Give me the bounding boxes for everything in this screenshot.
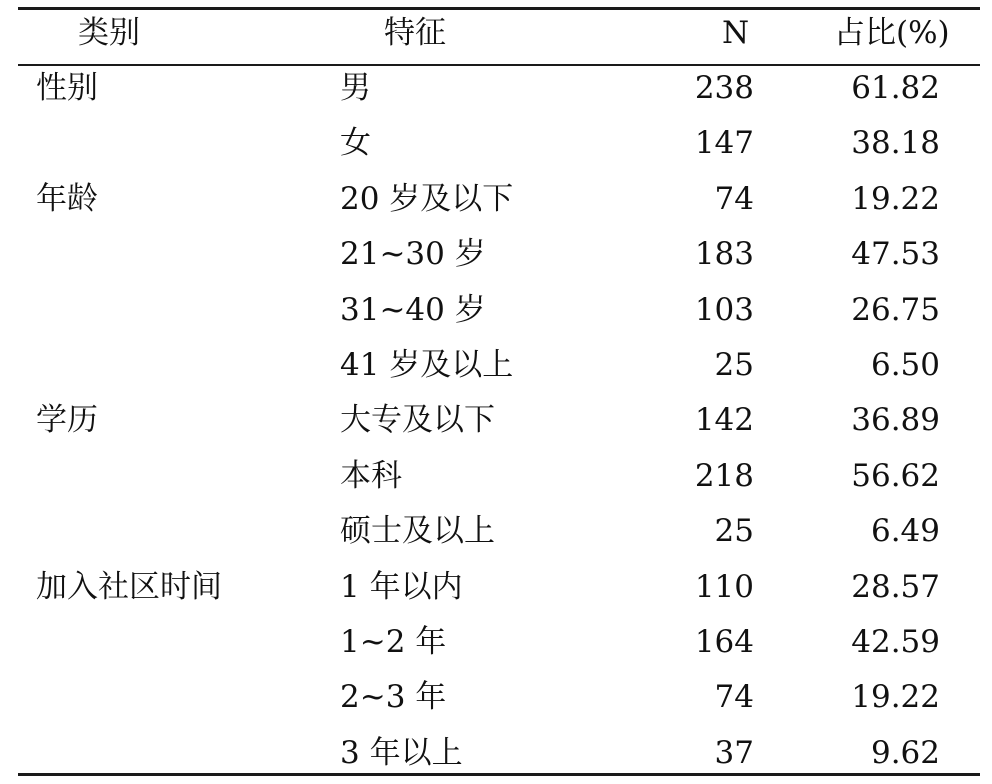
row-feature: 2~3 年 (340, 679, 447, 715)
table-bottom-rule (18, 773, 980, 776)
row-percent: 61.82 (851, 70, 940, 106)
row-percent: 36.89 (851, 402, 940, 438)
row-n: 238 (694, 70, 754, 106)
row-n: 37 (714, 735, 754, 771)
header-n: N (722, 15, 750, 51)
row-percent: 9.62 (870, 735, 940, 771)
row-feature: 男 (340, 70, 371, 106)
row-n: 74 (714, 679, 754, 715)
row-n: 103 (694, 292, 754, 328)
row-feature: 41 岁及以上 (340, 347, 514, 383)
row-percent: 42.59 (851, 624, 940, 660)
row-feature: 硕士及以上 (340, 513, 495, 549)
row-feature: 女 (340, 125, 371, 161)
row-n: 147 (694, 125, 754, 161)
row-n: 110 (694, 569, 754, 605)
row-n: 25 (714, 347, 754, 383)
row-n: 25 (714, 513, 754, 549)
row-percent: 6.49 (870, 513, 940, 549)
row-percent: 56.62 (851, 458, 940, 494)
row-category: 加入社区时间 (36, 569, 222, 605)
row-category: 性别 (36, 70, 98, 106)
table-top-rule (18, 7, 980, 10)
row-n: 142 (694, 402, 754, 438)
header-feature: 特征 (384, 15, 446, 51)
row-feature: 21~30 岁 (340, 236, 486, 272)
row-feature: 31~40 岁 (340, 292, 486, 328)
row-percent: 47.53 (851, 236, 940, 272)
row-category: 学历 (36, 402, 98, 438)
row-percent: 26.75 (851, 292, 940, 328)
row-n: 218 (694, 458, 754, 494)
row-feature: 1 年以内 (340, 569, 463, 605)
header-percent: 占比(%) (834, 15, 950, 51)
row-percent: 6.50 (870, 347, 940, 383)
row-percent: 38.18 (851, 125, 940, 161)
row-feature: 本科 (340, 458, 402, 494)
row-feature: 1~2 年 (340, 624, 447, 660)
row-n: 164 (694, 624, 754, 660)
row-n: 74 (714, 181, 754, 217)
row-feature: 大专及以下 (340, 402, 495, 438)
row-percent: 28.57 (851, 569, 940, 605)
header-category: 类别 (78, 15, 140, 51)
table-header-rule (18, 64, 980, 66)
row-percent: 19.22 (851, 679, 940, 715)
row-n: 183 (694, 236, 754, 272)
row-feature: 20 岁及以下 (340, 181, 514, 217)
row-feature: 3 年以上 (340, 735, 463, 771)
row-percent: 19.22 (851, 181, 940, 217)
row-category: 年龄 (36, 181, 98, 217)
